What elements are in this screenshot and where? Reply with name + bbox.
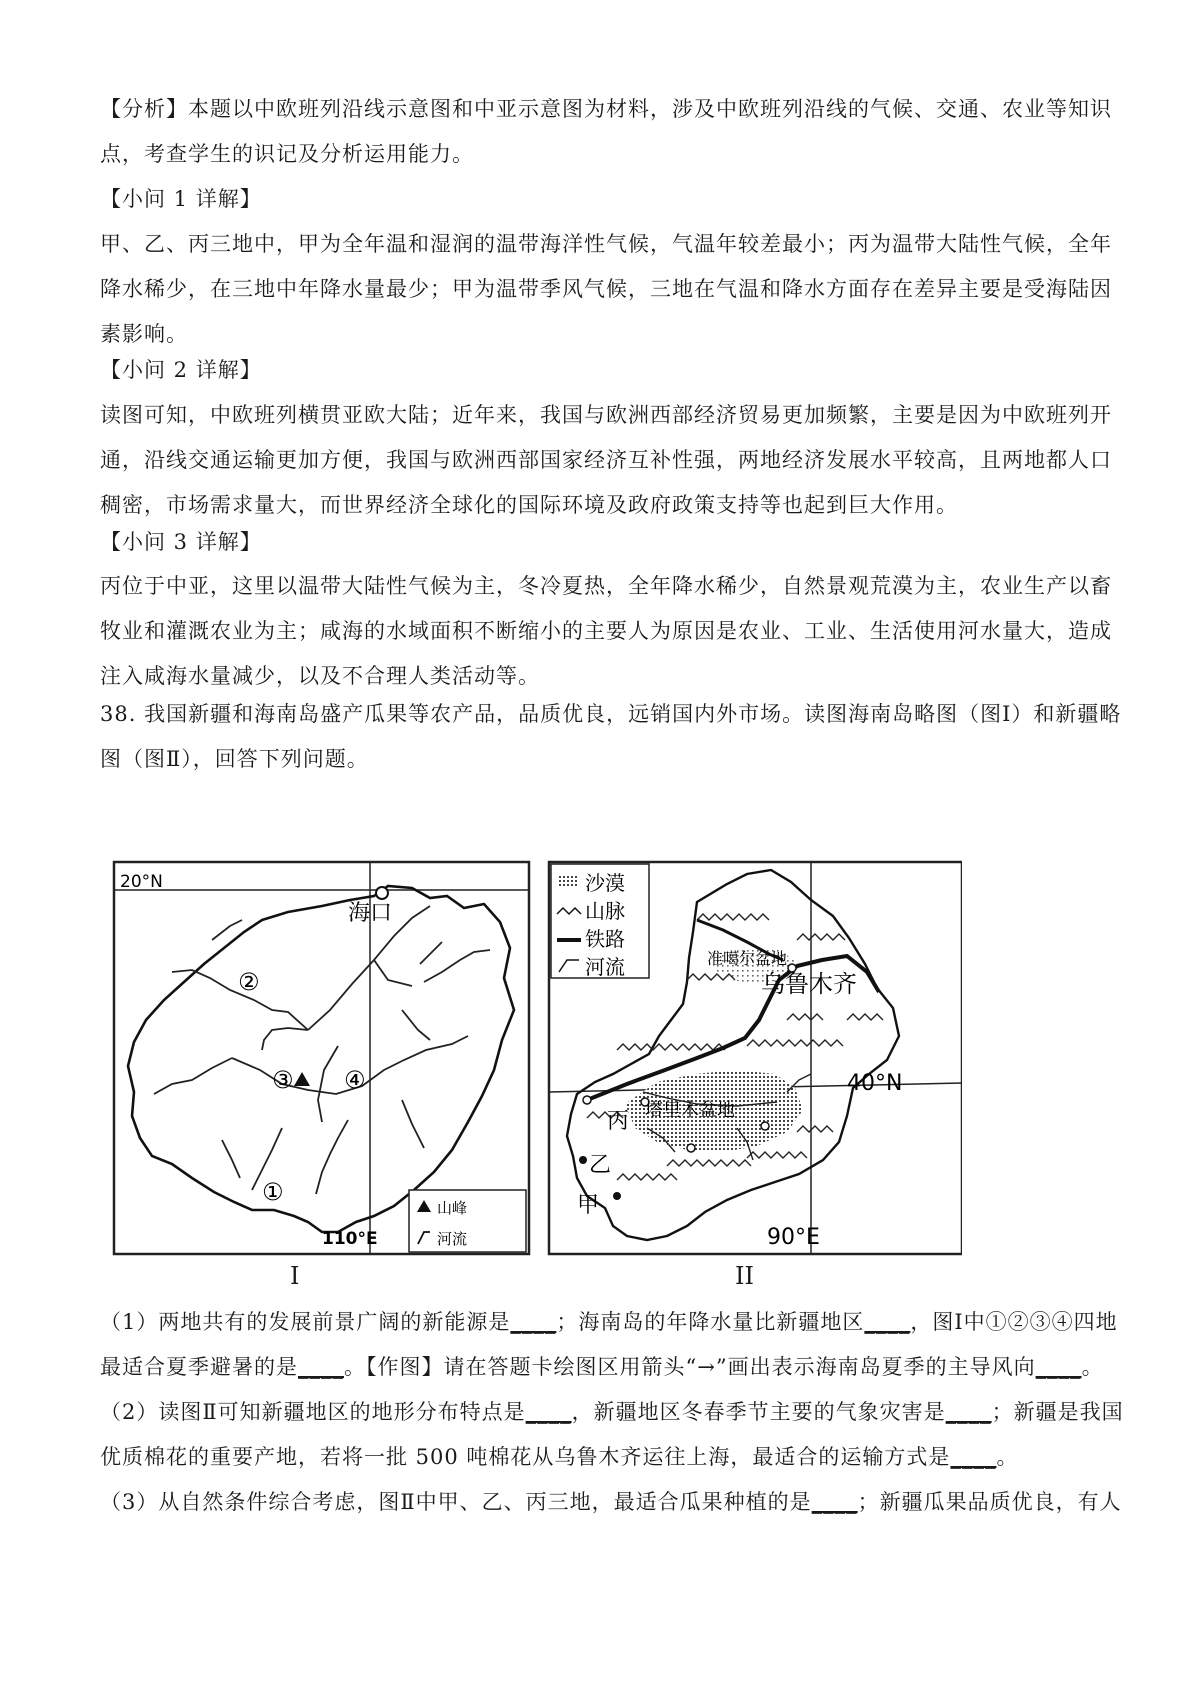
lon-110e-label: 110°E [322,1229,378,1249]
legend-peak-label: 山峰 [437,1199,468,1217]
sq1-text-b: ；海南岛的年降水量比新疆地区 [556,1310,865,1334]
sq3-text-a: （3）从自然条件综合考虑，图Ⅱ中甲、乙、丙三地，最适合瓜果种植的是 [100,1490,812,1514]
q1-line-2: 降水稀少，在三地中年降水量最少；甲为温带季风气候，三地在气温和降水方面存在差异主要是受海陆因 [100,277,1112,301]
tarim-basin-label: 塔里木盆地 [645,1100,735,1121]
xinjiang-map [549,862,962,1254]
q3-heading-text: 【小问 3 详解】 [100,530,262,554]
oasis-marker-2 [761,1122,769,1130]
map-1-caption: I [290,1262,300,1290]
q1-heading [100,177,1100,222]
sq1-line-1 [100,1300,1118,1345]
sq1-text-f: 。 [1081,1355,1104,1379]
map-2-caption: II [735,1262,754,1290]
lat-40n-label: 40°N [847,1071,903,1096]
sq1-line-2 [100,1345,1104,1390]
sq2-text-a: （2）读图Ⅱ可知新疆地区的地形分布特点是 [100,1400,526,1424]
place-bing-label: 丙 [607,1109,630,1134]
question-38-stem [100,692,1122,782]
q2-heading-text: 【小问 2 详解】 [100,358,262,382]
haikou-city-marker [376,887,388,899]
sq2-text-c: ；新疆是我国 [991,1400,1124,1424]
analysis-line-2: 点，考查学生的识记及分析运用能力。 [100,142,474,166]
q2-line-1: 读图可知，中欧班列横贯亚欧大陆；近年来，我国与欧洲西部经济贸易更加频繁，主要是因为中欧班列开 [100,403,1112,427]
q3-answer [100,564,1112,699]
xinjiang-legend [551,864,649,979]
answer-blank[interactable]: ____ [1035,1355,1082,1379]
sq3-text-b: ；新疆瓜果品质优良，有人 [857,1490,1122,1514]
sq3-line-1 [100,1480,1122,1525]
sq2-text-b: ，新疆地区冬春季节主要的气象灾害是 [571,1400,946,1424]
sq2-text-d: 优质棉花的重要产地，若将一批 500 吨棉花从乌鲁木齐运往上海，最适合的运输方式是 [100,1445,951,1469]
sq2-text-e: 。 [996,1445,1019,1469]
answer-blank[interactable]: ____ [298,1355,344,1379]
site-4-label: ④ [344,1066,366,1094]
answer-blank[interactable]: ____ [945,1400,992,1424]
kashgar-marker [583,1096,591,1104]
subquestion-3 [100,1480,1122,1525]
answer-blank[interactable]: ____ [525,1400,572,1424]
sq1-text-d: 最适合夏季避暑的是 [100,1355,298,1379]
answer-blank[interactable]: ____ [811,1490,858,1514]
legend-river-label: 河流 [437,1230,468,1248]
q2-line-2: 通，沿线交通运输更加方便，我国与欧洲西部国家经济互补性强，两地经济发展水平较高，且两地都人口 [100,448,1112,472]
sq1-text-a: （1）两地共有的发展前景广阔的新能源是 [100,1310,511,1334]
sq2-line-2 [100,1435,1100,1480]
q3-line-2: 牧业和灌溉农业为主；咸海的水域面积不断缩小的主要人为原因是农业、工业、生活使用河水量大，造成 [100,619,1112,643]
junggar-basin-label: 准噶尔盆地 [707,949,788,968]
subquestion-2 [100,1390,1124,1480]
urumqi-label: 乌鲁木齐 [761,970,857,998]
q1-heading-text: 【小问 1 详解】 [100,187,262,211]
place-jia-label: 甲 [577,1193,600,1218]
q38-line-2: 图（图Ⅱ），回答下列问题。 [100,747,369,771]
oasis-marker-1 [687,1144,695,1152]
haikou-label: 海口 [348,901,393,926]
analysis-paragraph [100,87,1112,177]
legend-river-label-2: 河流 [585,955,625,979]
site-2-label: ② [238,968,260,996]
place-yi-label: 乙 [589,1153,612,1178]
q2-heading [100,348,1100,393]
lon-90e-label: 90°E [767,1225,820,1250]
q2-answer [100,393,1112,528]
answer-blank[interactable]: ____ [510,1310,557,1334]
subquestion-1 [100,1300,1118,1390]
legend-railway-label: 铁路 [585,927,625,951]
site-1-label: ① [262,1178,284,1206]
q2-line-3: 稠密，市场需求量大，而世界经济全球化的国际环境及政府政策支持等也起到巨大作用。 [100,493,958,517]
sq1-text-c: ，图Ⅰ中①②③④四地 [910,1310,1118,1334]
sq1-text-e: 。【作图】请在答题卡绘图区用箭头“→”画出表示海南岛夏季的主导风向 [344,1355,1036,1379]
maps-figure [112,860,962,1265]
place-yi-marker [579,1156,587,1164]
site-3-label: ③ [272,1066,294,1094]
hainan-map [114,862,529,1254]
legend-mountain-label: 山脉 [585,899,625,923]
legend-desert-icon [559,876,577,886]
legend-desert-label: 沙漠 [585,871,625,895]
analysis-line-1: 【分析】本题以中欧班列沿线示意图和中亚示意图为材料，涉及中欧班列沿线的气候、交通、农业等知识 [100,97,1112,121]
q1-line-1: 甲、乙、丙三地中，甲为全年温和湿润的温带海洋性气候，气温年较差最小；丙为温带大陆性气候，全年 [100,232,1112,256]
q1-line-3: 素影响。 [100,322,188,346]
sq2-line-1 [100,1390,1124,1435]
q3-line-3: 注入咸海水量减少，以及不合理人类活动等。 [100,664,540,688]
place-jia-marker [613,1192,621,1200]
q3-line-1: 丙位于中亚，这里以温带大陆性气候为主，冬冷夏热，全年降水稀少，自然景观荒漠为主，农业生产以畜 [100,574,1112,598]
answer-blank[interactable]: ____ [950,1445,997,1469]
q1-answer [100,222,1112,357]
answer-blank[interactable]: ____ [864,1310,911,1334]
hainan-legend [409,1190,526,1252]
q3-heading [100,520,1100,565]
q38-line-1: 38. 我国新疆和海南岛盛产瓜果等农产品，品质优良，远销国内外市场。读图海南岛略图（图Ⅰ）和新疆略 [100,702,1122,726]
lat-20n-label: 20°N [120,872,163,892]
